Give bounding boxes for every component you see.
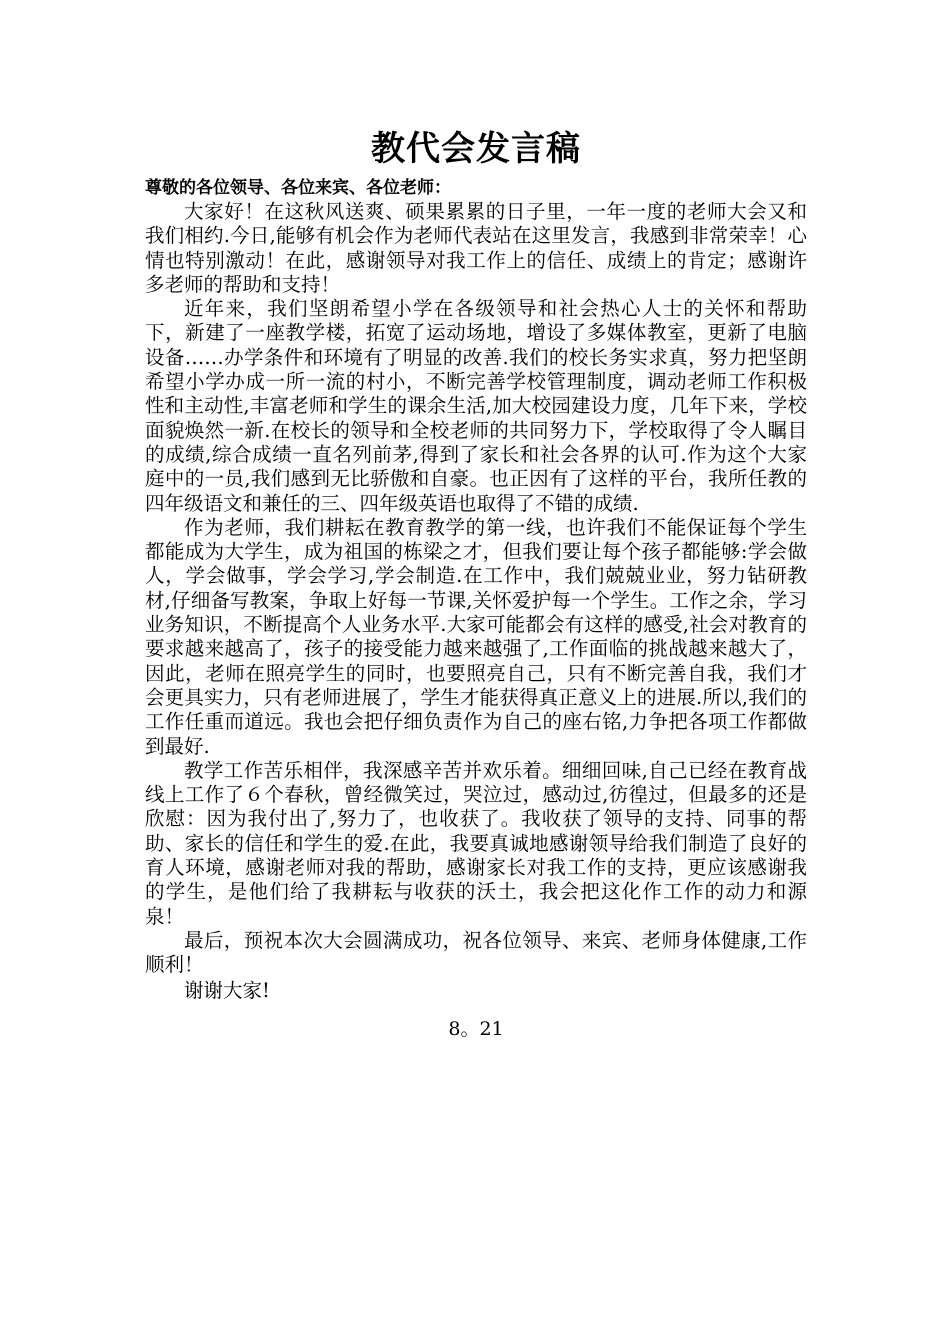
- salutation: 尊敬的各位领导、各位来宾、各位老师：: [145, 178, 451, 198]
- paragraph-teacher-role: 作为老师，我们耕耘在教育教学的第一线，也许我们不能保证每个学生都能成为大学生，成为祖国的栋梁之才，但我们要让每个孩子都能够:学会做人，学会做事，学会学习,学会制造.在工作中，我们兢兢业业，努力钻研教材,仔细备写教案，争取上好每一节课,关怀爱护每一个学生。工作之余，学习业务知识，不断提高个人业务水平.大家可能都会有这样的感受,社会对教育的要求越来越高了，孩子的接受能力越来越强了,工作面临的挑战越来越大了，因此，老师在照亮学生的同时，也要照亮自己，只有不断完善自我，我们才会更具实力，只有老师进展了，学生才能获得真正意义上的进展.所以,我们的工作任重而道远。我也会把仔细负责作为自己的座右铭,力争把各项工作都做到最好.: [145, 515, 807, 758]
- paragraph-reflection: 教学工作苦乐相伴，我深感辛苦并欢乐着。细细回味,自己已经在教育战线上工作了６个春秋，曾经微笑过，哭泣过，感动过,彷徨过，但最多的还是欣慰：因为我付出了,努力了，也收获了。我收获了领导的支持、同事的帮助、家长的信任和学生的爱.在此，我要真诚地感谢领导给我们制造了良好的育人环境，感谢老师对我的帮助，感谢家长对我工作的支持，更应该感谢我的学生，是他们给了我耕耘与收获的沃土，我会把这化作工作的动力和源泉！: [145, 758, 807, 928]
- paragraph-greeting: 大家好！在这秋风送爽、硕果累累的日子里，一年一度的老师大会又和我们相约.今日,能够有机会作为老师代表站在这里发言，我感到非常荣幸！心情也特别激动！在此，感谢领导对我工作上的信任、成绩上的肯定；感谢许多老师的帮助和支持！: [145, 200, 807, 296]
- paragraph-wishes: 最后，预祝本次大会圆满成功，祝各位领导、来宾、老师身体健康,工作顺利！: [145, 928, 807, 977]
- paragraph-school-development: 近年来，我们坚朗希望小学在各级领导和社会热心人士的关怀和帮助下，新建了一座教学楼，拓宽了运动场地，增设了多媒体教室，更新了电脑设备……办学条件和环境有了明显的改善.我们的校长务实求真，努力把坚朗希望小学办成一所一流的村小，不断完善学校管理制度，调动老师工作积极性和主动性,丰富老师和学生的课余生活,加大校园建设力度，几年下来，学校面貌焕然一新.在校长的领导和全校老师的共同努力下，学校取得了令人瞩目的成绩,综合成绩一直名列前茅,得到了家长和社会各界的认可.作为这个大家庭中的一员,我们感到无比骄傲和自豪。也正因有了这样的平台，我所任教的四年级语文和兼任的三、四年级英语也取得了不错的成绩.: [145, 297, 807, 515]
- page-number: 8。21: [448, 1017, 504, 1040]
- closing-thanks: 谢谢大家!: [184, 978, 270, 1002]
- document-title: 教代会发言稿: [371, 129, 581, 169]
- document-page: [145, 124, 807, 1042]
